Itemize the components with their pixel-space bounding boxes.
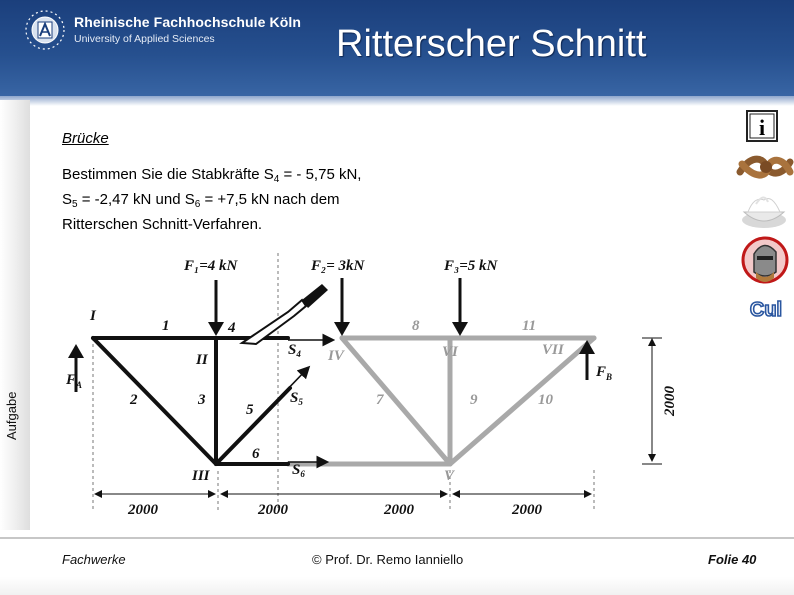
task-text-subscript: 5 [72, 199, 78, 210]
force-label-fa-main: F [66, 372, 77, 388]
load-arrows [216, 278, 460, 324]
right-icon-column [734, 108, 794, 328]
truss-diagram [56, 248, 736, 520]
task-text-part: Ritterschen Schnitt-Verfahren. [62, 216, 263, 233]
university-name: Rheinische Fachhochschule Köln [74, 14, 302, 30]
force-label-f1: F₁=4 kN [184, 258, 238, 274]
slide-title: Ritterscher Schnitt [336, 23, 647, 65]
footer-topic: Fachwerke [62, 552, 126, 567]
knight-icon[interactable] [740, 232, 790, 290]
force-label-fa-sub: A [76, 380, 83, 390]
truss-black-members [93, 338, 290, 464]
node-label-II: II [196, 352, 208, 368]
section-force-s5-sub: 5 [298, 397, 303, 407]
section-force-s4-main: S [288, 342, 297, 358]
member-label-6: 6 [252, 446, 260, 462]
member-label-4: 4 [228, 320, 236, 336]
dimension-label-4: 2000 [512, 502, 542, 518]
cream-bowl-icon[interactable] [738, 190, 790, 230]
header-fade [0, 96, 794, 106]
member-label-11: 11 [522, 318, 537, 334]
node-label-V: V [444, 468, 455, 484]
node-label-III: III [192, 468, 210, 484]
section-heading: Brücke [62, 130, 109, 147]
dimension-lines [96, 338, 662, 494]
member-label-2: 2 [130, 392, 138, 408]
dimension-label-1: 2000 [128, 502, 158, 518]
footer-slide-number: Folie 40 [708, 552, 757, 567]
section-force-s6-sub: 6 [300, 469, 305, 479]
dimension-label-height: 2000 [662, 386, 678, 416]
side-panel-label: Aufgabe [4, 391, 19, 440]
member-label-3: 3 [198, 392, 206, 408]
task-text-part: S [62, 191, 73, 208]
section-force-s4-sub: 4 [296, 349, 301, 359]
force-label-fa [65, 372, 82, 390]
member-label-10: 10 [538, 392, 553, 408]
dimension-label-3: 2000 [384, 502, 414, 518]
force-label-fb-main: F [596, 364, 607, 380]
task-text [62, 165, 462, 235]
section-force-s6-main: S [292, 462, 301, 478]
node-label-VII: VII [542, 342, 564, 358]
task-text-part: = - 5,75 kN, [279, 166, 362, 183]
member-label-7: 7 [376, 392, 384, 408]
header-band [0, 0, 794, 100]
node-label-IV: IV [328, 348, 344, 364]
section-force-s5-main: S [290, 390, 299, 406]
task-text-part: = +7,5 kN nach dem [200, 191, 340, 208]
info-icon-glyph: i [758, 115, 766, 140]
member-label-1: 1 [162, 318, 170, 334]
cul-icon[interactable] [738, 294, 794, 322]
side-panel [0, 100, 30, 530]
force-label-f2: F₂= 3kN [311, 258, 365, 274]
force-label-fb [595, 364, 612, 382]
university-logo-icon [24, 9, 66, 51]
section-force-label-s4 [288, 342, 301, 359]
load-arrowheads [208, 322, 468, 336]
section-force-label-s5 [290, 390, 303, 407]
footer-divider [0, 537, 794, 539]
node-label-VI: VI [442, 344, 458, 360]
member-label-5: 5 [246, 402, 254, 418]
knife-icon [242, 284, 328, 344]
task-text-part: Bestimmen Sie die Stabkräfte S [62, 166, 274, 183]
task-text-subscript: 4 [273, 174, 280, 185]
footer-copyright: © Prof. Dr. Remo Ianniello [312, 552, 464, 567]
knot-icon[interactable] [736, 150, 794, 186]
footer-band [0, 577, 794, 595]
member-label-8: 8 [412, 318, 420, 334]
member-label-9: 9 [470, 392, 478, 408]
info-icon[interactable] [746, 110, 778, 142]
dimension-label-2: 2000 [258, 502, 288, 518]
node-label-I: I [90, 308, 96, 324]
task-text-subscript: 6 [194, 199, 201, 210]
task-text-part: = -2,47 kN und S [77, 191, 195, 208]
university-subtitle: University of Applied Sciences [74, 33, 215, 45]
cul-label: Cul [749, 299, 783, 321]
force-label-fb-sub: B [606, 372, 613, 382]
force-label-f3: F₃=5 kN [444, 258, 498, 274]
